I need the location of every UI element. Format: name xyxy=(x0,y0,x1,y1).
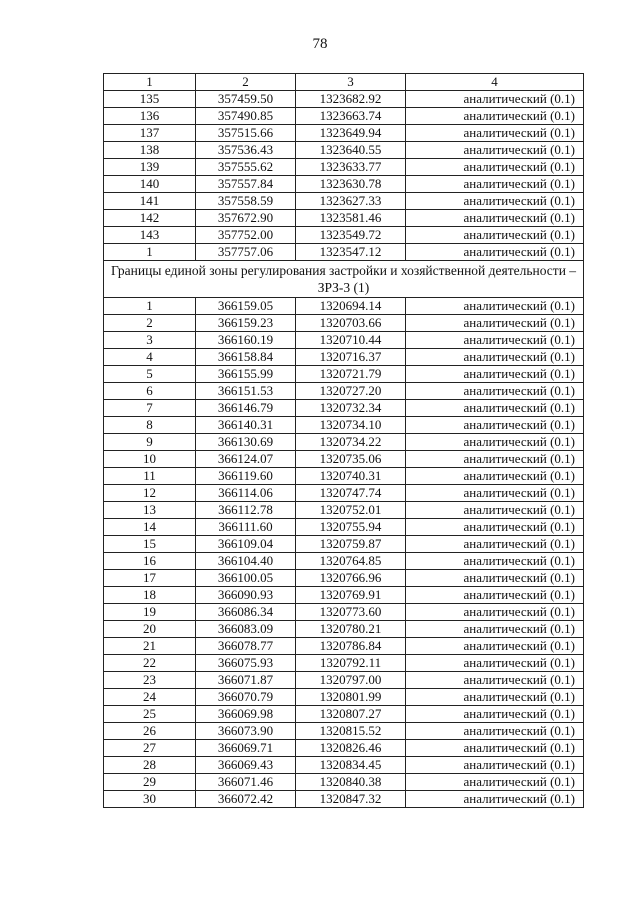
x-coordinate-cell: 366090.93 xyxy=(196,587,296,604)
method-cell: аналитический (0.1) xyxy=(406,298,584,315)
point-number-cell: 139 xyxy=(104,159,196,176)
x-coordinate-cell: 357459.50 xyxy=(196,91,296,108)
method-cell: аналитический (0.1) xyxy=(406,210,584,227)
y-coordinate-cell: 1320801.99 xyxy=(296,689,406,706)
y-coordinate-cell: 1320773.60 xyxy=(296,604,406,621)
table-row xyxy=(104,723,584,740)
method-cell: аналитический (0.1) xyxy=(406,655,584,672)
table-row xyxy=(104,502,584,519)
x-coordinate-cell: 357672.90 xyxy=(196,210,296,227)
point-number-cell: 3 xyxy=(104,332,196,349)
y-coordinate-cell: 1323630.78 xyxy=(296,176,406,193)
column-header-x: 2 xyxy=(196,74,296,91)
x-coordinate-cell: 366130.69 xyxy=(196,434,296,451)
x-coordinate-cell: 366109.04 xyxy=(196,536,296,553)
x-coordinate-cell: 366112.78 xyxy=(196,502,296,519)
x-coordinate-cell: 366069.71 xyxy=(196,740,296,757)
point-number-cell: 143 xyxy=(104,227,196,244)
method-cell: аналитический (0.1) xyxy=(406,332,584,349)
x-coordinate-cell: 357558.59 xyxy=(196,193,296,210)
table-row xyxy=(104,244,584,261)
table-row xyxy=(104,210,584,227)
y-coordinate-cell: 1320766.96 xyxy=(296,570,406,587)
y-coordinate-cell: 1320735.06 xyxy=(296,451,406,468)
y-coordinate-cell: 1323663.74 xyxy=(296,108,406,125)
x-coordinate-cell: 366124.07 xyxy=(196,451,296,468)
column-header-method: 4 xyxy=(406,74,584,91)
x-coordinate-cell: 366069.98 xyxy=(196,706,296,723)
point-number-cell: 10 xyxy=(104,451,196,468)
table-row xyxy=(104,706,584,723)
y-coordinate-cell: 1320834.45 xyxy=(296,757,406,774)
method-cell: аналитический (0.1) xyxy=(406,570,584,587)
point-number-cell: 140 xyxy=(104,176,196,193)
method-cell: аналитический (0.1) xyxy=(406,502,584,519)
table-row xyxy=(104,655,584,672)
table-row xyxy=(104,227,584,244)
y-coordinate-cell: 1320694.14 xyxy=(296,298,406,315)
point-number-cell: 4 xyxy=(104,349,196,366)
x-coordinate-cell: 366075.93 xyxy=(196,655,296,672)
y-coordinate-cell: 1323682.92 xyxy=(296,91,406,108)
point-number-cell: 15 xyxy=(104,536,196,553)
y-coordinate-cell: 1320815.52 xyxy=(296,723,406,740)
x-coordinate-cell: 357515.66 xyxy=(196,125,296,142)
table-row xyxy=(104,159,584,176)
method-cell: аналитический (0.1) xyxy=(406,774,584,791)
point-number-cell: 24 xyxy=(104,689,196,706)
table-row xyxy=(104,349,584,366)
table-row xyxy=(104,774,584,791)
x-coordinate-cell: 366159.05 xyxy=(196,298,296,315)
method-cell: аналитический (0.1) xyxy=(406,723,584,740)
point-number-cell: 27 xyxy=(104,740,196,757)
y-coordinate-cell: 1320703.66 xyxy=(296,315,406,332)
x-coordinate-cell: 366146.79 xyxy=(196,400,296,417)
y-coordinate-cell: 1323581.46 xyxy=(296,210,406,227)
table-row xyxy=(104,176,584,193)
method-cell: аналитический (0.1) xyxy=(406,451,584,468)
y-coordinate-cell: 1320710.44 xyxy=(296,332,406,349)
method-cell: аналитический (0.1) xyxy=(406,400,584,417)
point-number-cell: 135 xyxy=(104,91,196,108)
point-number-cell: 12 xyxy=(104,485,196,502)
x-coordinate-cell: 366072.42 xyxy=(196,791,296,808)
point-number-cell: 20 xyxy=(104,621,196,638)
method-cell: аналитический (0.1) xyxy=(406,638,584,655)
x-coordinate-cell: 366071.87 xyxy=(196,672,296,689)
x-coordinate-cell: 366114.06 xyxy=(196,485,296,502)
table-row xyxy=(104,638,584,655)
x-coordinate-cell: 357490.85 xyxy=(196,108,296,125)
method-cell: аналитический (0.1) xyxy=(406,791,584,808)
x-coordinate-cell: 366069.43 xyxy=(196,757,296,774)
y-coordinate-cell: 1320826.46 xyxy=(296,740,406,757)
x-coordinate-cell: 366070.79 xyxy=(196,689,296,706)
table-row xyxy=(104,434,584,451)
method-cell: аналитический (0.1) xyxy=(406,757,584,774)
point-number-cell: 138 xyxy=(104,142,196,159)
point-number-cell: 18 xyxy=(104,587,196,604)
point-number-cell: 26 xyxy=(104,723,196,740)
table-row xyxy=(104,193,584,210)
point-number-cell: 22 xyxy=(104,655,196,672)
method-cell: аналитический (0.1) xyxy=(406,159,584,176)
table-row xyxy=(104,553,584,570)
y-coordinate-cell: 1320769.91 xyxy=(296,587,406,604)
point-number-cell: 1 xyxy=(104,298,196,315)
x-coordinate-cell: 357757.06 xyxy=(196,244,296,261)
y-coordinate-cell: 1320764.85 xyxy=(296,553,406,570)
table-row xyxy=(104,298,584,315)
table-header-row xyxy=(104,74,584,91)
table-row xyxy=(104,417,584,434)
point-number-cell: 141 xyxy=(104,193,196,210)
table-row xyxy=(104,757,584,774)
y-coordinate-cell: 1323649.94 xyxy=(296,125,406,142)
y-coordinate-cell: 1320721.79 xyxy=(296,366,406,383)
y-coordinate-cell: 1320792.11 xyxy=(296,655,406,672)
point-number-cell: 30 xyxy=(104,791,196,808)
section-title: Границы единой зоны регулирования застройки и хозяйственной деятельности – ЗРЗ-3 (1) xyxy=(104,261,584,298)
method-cell: аналитический (0.1) xyxy=(406,366,584,383)
coordinates-table-body xyxy=(104,74,584,808)
y-coordinate-cell: 1320747.74 xyxy=(296,485,406,502)
table-row xyxy=(104,485,584,502)
method-cell: аналитический (0.1) xyxy=(406,125,584,142)
method-cell: аналитический (0.1) xyxy=(406,176,584,193)
y-coordinate-cell: 1320797.00 xyxy=(296,672,406,689)
y-coordinate-cell: 1320780.21 xyxy=(296,621,406,638)
point-number-cell: 29 xyxy=(104,774,196,791)
method-cell: аналитический (0.1) xyxy=(406,740,584,757)
coordinates-table-container xyxy=(103,73,583,808)
point-number-cell: 25 xyxy=(104,706,196,723)
method-cell: аналитический (0.1) xyxy=(406,587,584,604)
y-coordinate-cell: 1320807.27 xyxy=(296,706,406,723)
method-cell: аналитический (0.1) xyxy=(406,689,584,706)
x-coordinate-cell: 366155.99 xyxy=(196,366,296,383)
method-cell: аналитический (0.1) xyxy=(406,536,584,553)
x-coordinate-cell: 366083.09 xyxy=(196,621,296,638)
x-coordinate-cell: 366119.60 xyxy=(196,468,296,485)
table-row xyxy=(104,366,584,383)
y-coordinate-cell: 1320759.87 xyxy=(296,536,406,553)
method-cell: аналитический (0.1) xyxy=(406,383,584,400)
y-coordinate-cell: 1320716.37 xyxy=(296,349,406,366)
y-coordinate-cell: 1320755.94 xyxy=(296,519,406,536)
y-coordinate-cell: 1320732.34 xyxy=(296,400,406,417)
table-row xyxy=(104,468,584,485)
page-number: 78 xyxy=(312,36,328,52)
point-number-cell: 137 xyxy=(104,125,196,142)
method-cell: аналитический (0.1) xyxy=(406,193,584,210)
table-row xyxy=(104,689,584,706)
method-cell: аналитический (0.1) xyxy=(406,315,584,332)
x-coordinate-cell: 366160.19 xyxy=(196,332,296,349)
table-row xyxy=(104,142,584,159)
point-number-cell: 16 xyxy=(104,553,196,570)
x-coordinate-cell: 366078.77 xyxy=(196,638,296,655)
y-coordinate-cell: 1323549.72 xyxy=(296,227,406,244)
x-coordinate-cell: 357536.43 xyxy=(196,142,296,159)
point-number-cell: 2 xyxy=(104,315,196,332)
y-coordinate-cell: 1320786.84 xyxy=(296,638,406,655)
table-row xyxy=(104,108,584,125)
table-row xyxy=(104,125,584,142)
point-number-cell: 19 xyxy=(104,604,196,621)
method-cell: аналитический (0.1) xyxy=(406,244,584,261)
method-cell: аналитический (0.1) xyxy=(406,468,584,485)
x-coordinate-cell: 357557.84 xyxy=(196,176,296,193)
method-cell: аналитический (0.1) xyxy=(406,142,584,159)
method-cell: аналитический (0.1) xyxy=(406,434,584,451)
y-coordinate-cell: 1320727.20 xyxy=(296,383,406,400)
coordinates-table xyxy=(103,73,584,808)
x-coordinate-cell: 366073.90 xyxy=(196,723,296,740)
method-cell: аналитический (0.1) xyxy=(406,349,584,366)
table-row xyxy=(104,791,584,808)
table-row xyxy=(104,604,584,621)
y-coordinate-cell: 1320840.38 xyxy=(296,774,406,791)
method-cell: аналитический (0.1) xyxy=(406,706,584,723)
y-coordinate-cell: 1320734.10 xyxy=(296,417,406,434)
y-coordinate-cell: 1323633.77 xyxy=(296,159,406,176)
x-coordinate-cell: 366159.23 xyxy=(196,315,296,332)
point-number-cell: 6 xyxy=(104,383,196,400)
section-row xyxy=(104,261,584,298)
point-number-cell: 23 xyxy=(104,672,196,689)
column-header-point-number: 1 xyxy=(104,74,196,91)
table-row xyxy=(104,621,584,638)
point-number-cell: 9 xyxy=(104,434,196,451)
point-number-cell: 8 xyxy=(104,417,196,434)
table-row xyxy=(104,91,584,108)
method-cell: аналитический (0.1) xyxy=(406,621,584,638)
method-cell: аналитический (0.1) xyxy=(406,553,584,570)
column-header-y: 3 xyxy=(296,74,406,91)
method-cell: аналитический (0.1) xyxy=(406,91,584,108)
y-coordinate-cell: 1323627.33 xyxy=(296,193,406,210)
table-row xyxy=(104,332,584,349)
point-number-cell: 17 xyxy=(104,570,196,587)
x-coordinate-cell: 366140.31 xyxy=(196,417,296,434)
table-row xyxy=(104,315,584,332)
method-cell: аналитический (0.1) xyxy=(406,227,584,244)
table-row xyxy=(104,383,584,400)
table-row xyxy=(104,519,584,536)
method-cell: аналитический (0.1) xyxy=(406,485,584,502)
method-cell: аналитический (0.1) xyxy=(406,672,584,689)
x-coordinate-cell: 366158.84 xyxy=(196,349,296,366)
x-coordinate-cell: 357555.62 xyxy=(196,159,296,176)
table-row xyxy=(104,672,584,689)
y-coordinate-cell: 1320847.32 xyxy=(296,791,406,808)
table-row xyxy=(104,451,584,468)
table-row xyxy=(104,536,584,553)
point-number-cell: 1 xyxy=(104,244,196,261)
x-coordinate-cell: 366100.05 xyxy=(196,570,296,587)
point-number-cell: 142 xyxy=(104,210,196,227)
table-row xyxy=(104,587,584,604)
method-cell: аналитический (0.1) xyxy=(406,604,584,621)
x-coordinate-cell: 357752.00 xyxy=(196,227,296,244)
point-number-cell: 13 xyxy=(104,502,196,519)
x-coordinate-cell: 366086.34 xyxy=(196,604,296,621)
y-coordinate-cell: 1320734.22 xyxy=(296,434,406,451)
method-cell: аналитический (0.1) xyxy=(406,108,584,125)
method-cell: аналитический (0.1) xyxy=(406,417,584,434)
table-row xyxy=(104,570,584,587)
y-coordinate-cell: 1323547.12 xyxy=(296,244,406,261)
point-number-cell: 5 xyxy=(104,366,196,383)
x-coordinate-cell: 366151.53 xyxy=(196,383,296,400)
y-coordinate-cell: 1320752.01 xyxy=(296,502,406,519)
table-row xyxy=(104,740,584,757)
point-number-cell: 7 xyxy=(104,400,196,417)
y-coordinate-cell: 1320740.31 xyxy=(296,468,406,485)
point-number-cell: 21 xyxy=(104,638,196,655)
x-coordinate-cell: 366071.46 xyxy=(196,774,296,791)
y-coordinate-cell: 1323640.55 xyxy=(296,142,406,159)
x-coordinate-cell: 366111.60 xyxy=(196,519,296,536)
table-row xyxy=(104,400,584,417)
point-number-cell: 136 xyxy=(104,108,196,125)
point-number-cell: 14 xyxy=(104,519,196,536)
point-number-cell: 28 xyxy=(104,757,196,774)
x-coordinate-cell: 366104.40 xyxy=(196,553,296,570)
method-cell: аналитический (0.1) xyxy=(406,519,584,536)
point-number-cell: 11 xyxy=(104,468,196,485)
